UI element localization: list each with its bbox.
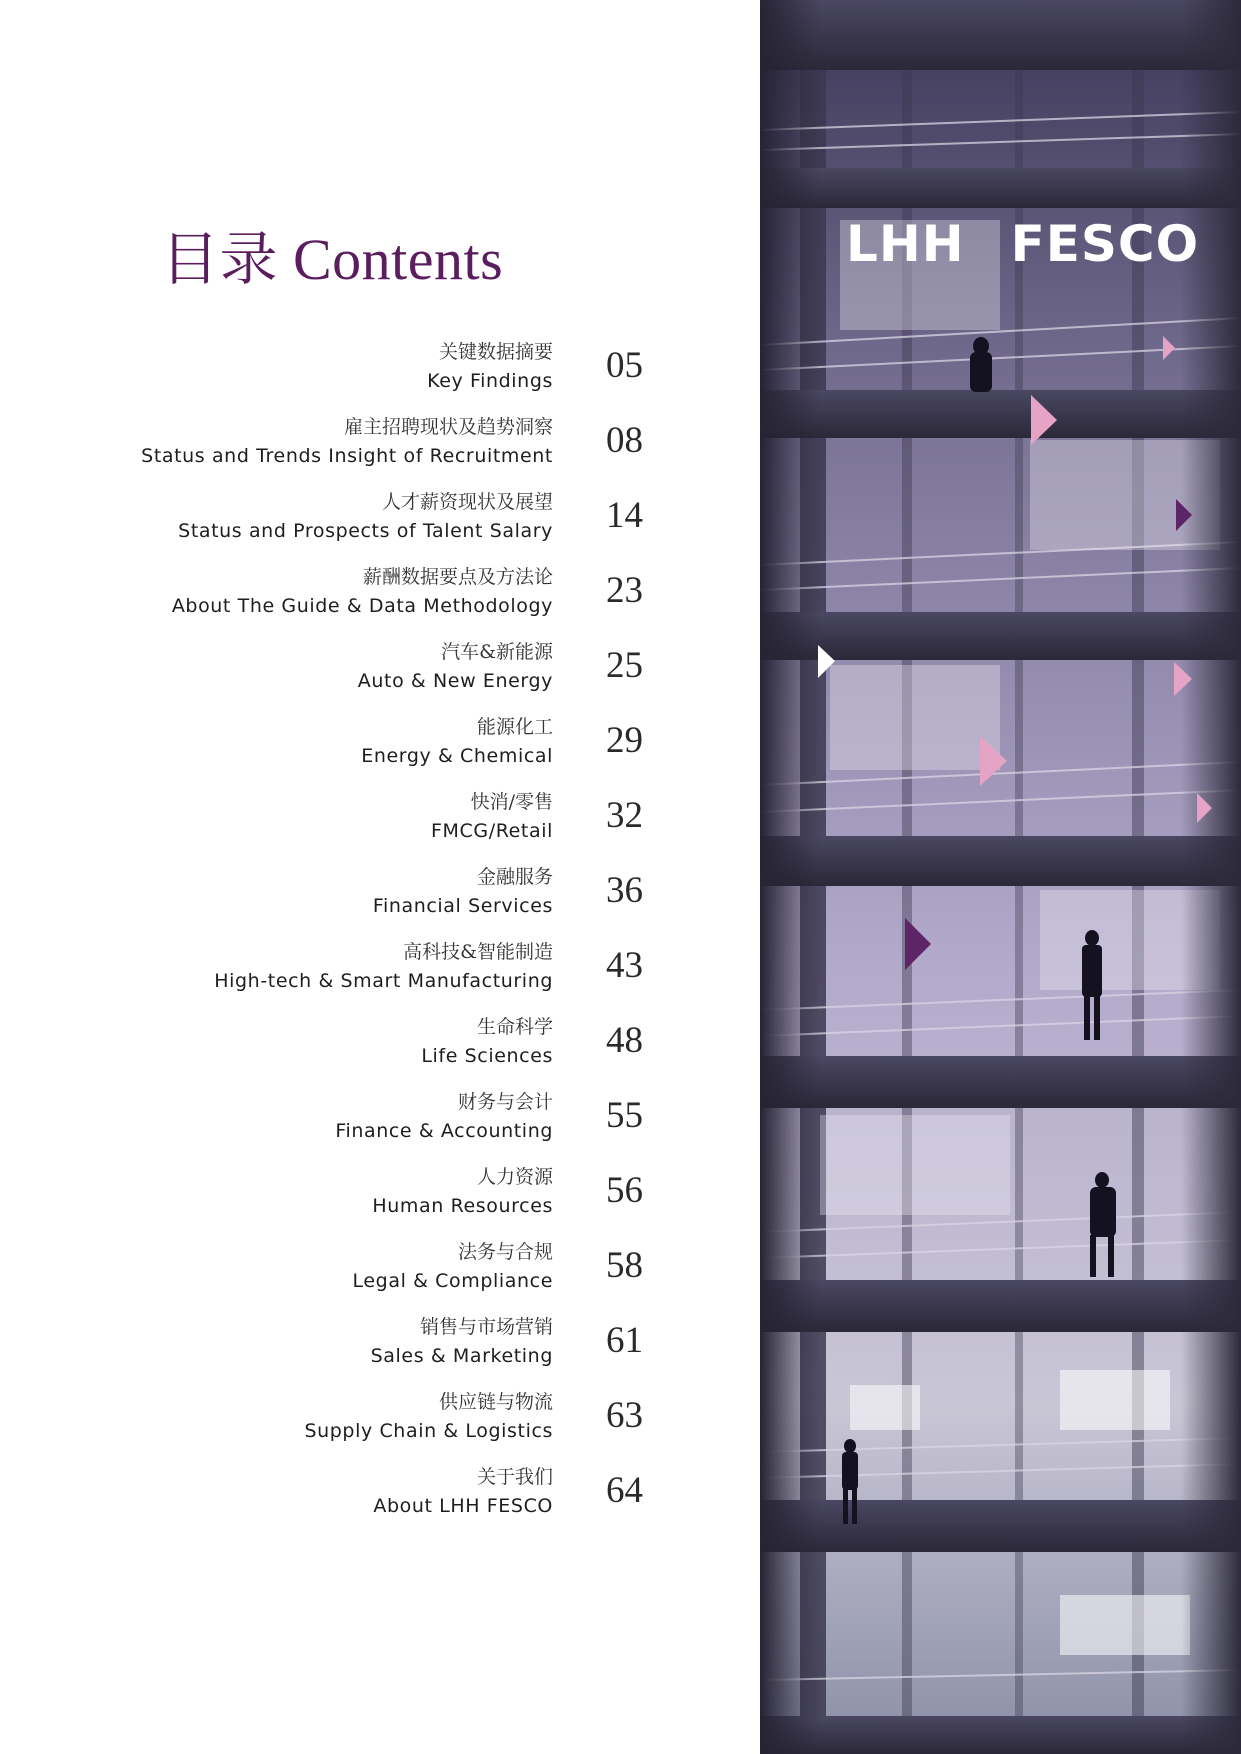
- toc-item-en: Sales & Marketing: [370, 1345, 553, 1367]
- toc-item[interactable]: [0, 486, 700, 561]
- toc-item-text: [178, 488, 553, 546]
- toc-item-text: [373, 1463, 553, 1521]
- toc-item-en: Legal & Compliance: [352, 1270, 553, 1292]
- toc-item-en: Life Sciences: [421, 1045, 553, 1067]
- toc-page-number: 36: [606, 870, 643, 911]
- toc-page-number: 58: [606, 1245, 643, 1286]
- toc-page-number: 48: [606, 1020, 643, 1061]
- toc-item[interactable]: [0, 411, 700, 486]
- toc-item-text: [421, 1013, 553, 1071]
- toc-item-zh: 金融服务: [476, 866, 553, 888]
- toc-page-number: 25: [606, 645, 643, 686]
- toc-item-zh: 供应链与物流: [438, 1391, 553, 1413]
- toc-item-en: FMCG/Retail: [430, 820, 553, 842]
- toc-item-text: [373, 863, 553, 921]
- toc-page-number: 43: [606, 945, 643, 986]
- toc-item[interactable]: [0, 711, 700, 786]
- toc-item-en: Status and Prospects of Talent Salary: [178, 520, 553, 542]
- toc-item-text: [372, 1163, 553, 1221]
- toc-item-zh: 人力资源: [476, 1166, 553, 1188]
- brand-logo: [846, 214, 1200, 274]
- toc-item-text: [214, 938, 553, 996]
- toc-item[interactable]: [0, 636, 700, 711]
- toc-item-zh: 快消/零售: [470, 791, 553, 813]
- toc-item-zh: 关于我们: [476, 1466, 553, 1488]
- toc-item-en: About LHH FESCO: [373, 1495, 553, 1517]
- toc-item-en: Energy & Chemical: [361, 745, 553, 767]
- toc-item-en: Auto & New Energy: [357, 670, 553, 692]
- toc-item-text: [335, 1088, 553, 1146]
- toc-item[interactable]: [0, 1011, 700, 1086]
- toc-item-zh: 销售与市场营销: [419, 1316, 553, 1338]
- toc-item-text: [431, 788, 553, 846]
- toc-item[interactable]: [0, 1311, 700, 1386]
- toc-item-en: About The Guide & Data Methodology: [171, 595, 553, 617]
- toc-item-en: Status and Trends Insight of Recruitment: [141, 445, 553, 467]
- toc-page-number: 63: [606, 1395, 643, 1436]
- toc-item-text: [361, 713, 553, 771]
- toc-item-text: [371, 1313, 553, 1371]
- toc-item-zh: 财务与会计: [457, 1091, 553, 1113]
- toc-item-text: [304, 1388, 553, 1446]
- logo-fesco: FESCO: [1010, 215, 1200, 273]
- logo-lhh: LHH: [846, 215, 965, 273]
- toc-item-en: Supply Chain & Logistics: [304, 1420, 553, 1442]
- toc-item[interactable]: [0, 1161, 700, 1236]
- toc-item-zh: 薪酬数据要点及方法论: [362, 566, 553, 588]
- toc-item[interactable]: [0, 861, 700, 936]
- toc-item-text: [172, 563, 553, 621]
- toc-page-number: 64: [606, 1470, 643, 1511]
- toc-item-zh: 关键数据摘要: [438, 341, 553, 363]
- toc-item[interactable]: [0, 1236, 700, 1311]
- toc-page-number: 29: [606, 720, 643, 761]
- toc-item[interactable]: [0, 336, 700, 411]
- toc-item-en: High-tech & Smart Manufacturing: [214, 970, 553, 992]
- table-of-contents: [0, 336, 700, 1536]
- toc-item-zh: 人才薪资现状及展望: [381, 491, 553, 513]
- toc-page-number: 32: [606, 795, 643, 836]
- toc-item-zh: 能源化工: [476, 716, 553, 738]
- toc-item[interactable]: [0, 561, 700, 636]
- toc-item[interactable]: [0, 936, 700, 1011]
- toc-item-zh: 高科技&智能制造: [403, 941, 553, 963]
- toc-item-en: Finance & Accounting: [335, 1120, 553, 1142]
- page-title: 目录 Contents: [161, 227, 504, 292]
- toc-item-zh: 汽车&新能源: [441, 641, 553, 663]
- toc-item-text: [427, 338, 553, 396]
- toc-item-zh: 雇主招聘现状及趋势洞察: [343, 416, 553, 438]
- toc-page-number: 55: [606, 1095, 643, 1136]
- toc-item-text: [141, 413, 553, 471]
- toc-page-number: 23: [606, 570, 643, 611]
- toc-item-en: Financial Services: [372, 895, 553, 917]
- toc-item-text: [353, 1238, 553, 1296]
- toc-item[interactable]: [0, 1386, 700, 1461]
- toc-item-en: Human Resources: [372, 1195, 553, 1217]
- toc-page-number: 05: [606, 345, 643, 386]
- toc-item-text: [358, 638, 553, 696]
- toc-item[interactable]: [0, 786, 700, 861]
- toc-item[interactable]: [0, 1461, 700, 1536]
- toc-page-number: 56: [606, 1170, 643, 1211]
- toc-item-zh: 生命科学: [476, 1016, 553, 1038]
- toc-page-number: 08: [606, 420, 643, 461]
- toc-item-zh: 法务与合规: [457, 1241, 553, 1263]
- toc-item[interactable]: [0, 1086, 700, 1161]
- toc-page-number: 14: [606, 495, 643, 536]
- toc-item-en: Key Findings: [427, 370, 553, 392]
- toc-page-number: 61: [606, 1320, 643, 1361]
